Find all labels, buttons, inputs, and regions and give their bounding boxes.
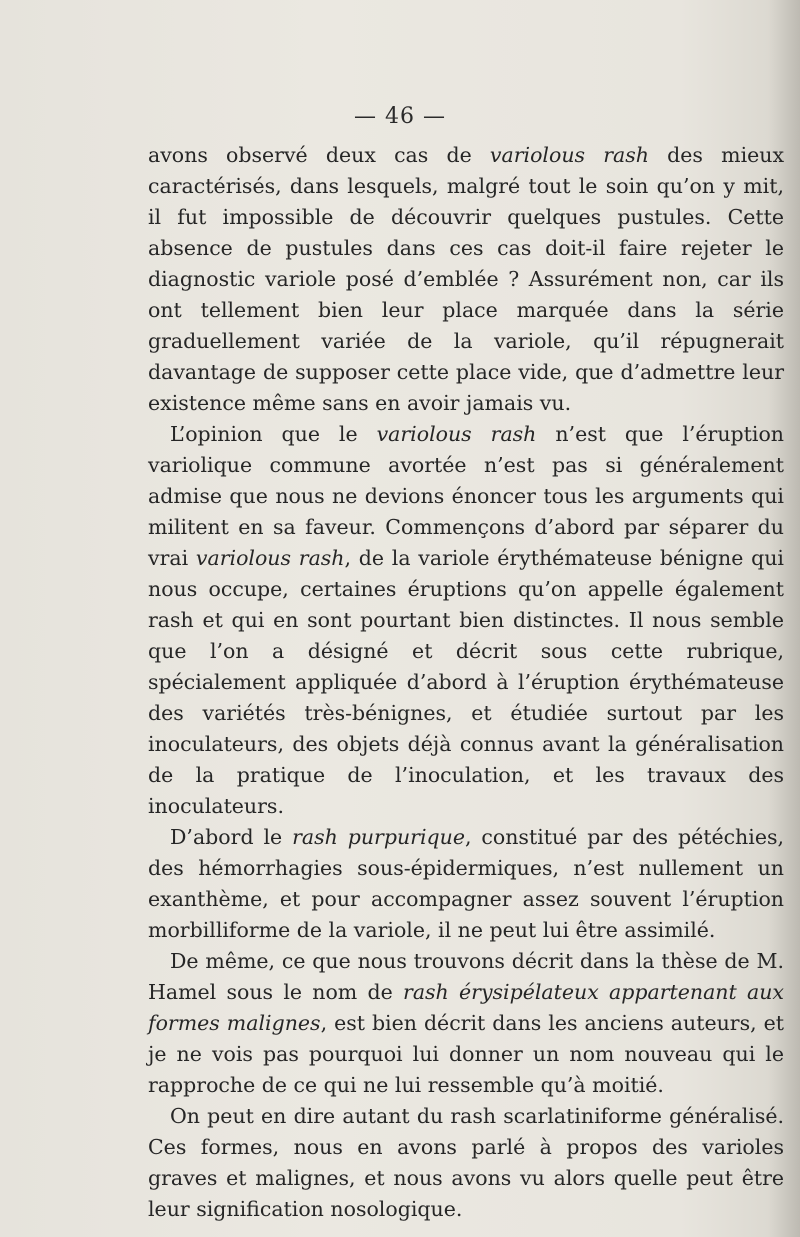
paragraph (148, 419, 784, 822)
italic-text: rash purpurique (292, 825, 465, 849)
italic-text: variolous rash (376, 422, 537, 446)
body-text (148, 140, 784, 1225)
page-number: — 46 — (354, 104, 446, 129)
text-segment: n’est que l’éruption variolique commune avortée n’est pas si généralement admise que nous ne devions énoncer tous les arguments qui militent en sa faveur. Commençons d’abord par séparer du vrai (148, 422, 784, 570)
text-segment: L’opinion que le (170, 422, 377, 446)
text-segment: On peut en dire autant du rash scarlatiniforme généralisé. Ces formes, nous en avons parlé à propos des varioles graves et malignes, et nous avons vu alors quelle peut être leur signification nosologique. (148, 1104, 784, 1221)
text-segment: De même, ce que nous trouvons décrit dans la thèse de M. Hamel sous le nom de (148, 949, 784, 1004)
paragraph (148, 1101, 784, 1225)
italic-text: variolous rash (195, 546, 345, 570)
paragraph (148, 946, 784, 1101)
text-segment: des mieux caractérisés, dans lesquels, malgré tout le soin qu’on y mit, il fut impossible de découvrir quelques pustules. Cette absence de pustules dans ces cas doit-il faire rejeter le diagnostic variole posé d’emblée ? Assurément non, car ils ont tellement bien leur place marquée dans la série graduellement variée de la variole, qu’il répugnerait davantage de supposer cette place vide, que d’admettre leur existence même sans en avoir jamais vu. (148, 143, 785, 415)
text-segment: , est bien décrit dans les anciens auteurs, et je ne vois pas pourquoi lui donner un nom nouveau qui le rapproche de ce qui ne lui ressemble qu’à moitié. (148, 1011, 784, 1097)
italic-text: variolous rash (489, 143, 649, 167)
text-segment: , de la variole érythémateuse bénigne qui nous occupe, certaines éruptions qu’on appelle également rash et qui en sont pourtant bien distinctes. Il nous semble que l’on a désigné et décrit sous cette rubrique, spécialement appliquée d’abord à l’éruption érythémateuse des variétés très-bénignes, et étudiée surtout par les inoculateurs, des objets déjà connus avant la généralisation de la pratique de l’inoculation, et les travaux des inoculateurs. (148, 546, 784, 818)
text-segment: , constitué par des pétéchies, des hémorrhagies sous-épidermiques, n’est nullement un exanthème, et pour accompagner assez souvent l’éruption morbilliforme de la variole, il ne peut lui être assimilé. (148, 825, 784, 942)
paragraph (148, 822, 784, 946)
text-segment: avons observé deux cas de (148, 143, 490, 167)
italic-text: rash érysipélateux appartenant aux formes malignes (148, 980, 784, 1035)
paragraph (148, 140, 784, 419)
text-segment: D’abord le (170, 825, 293, 849)
